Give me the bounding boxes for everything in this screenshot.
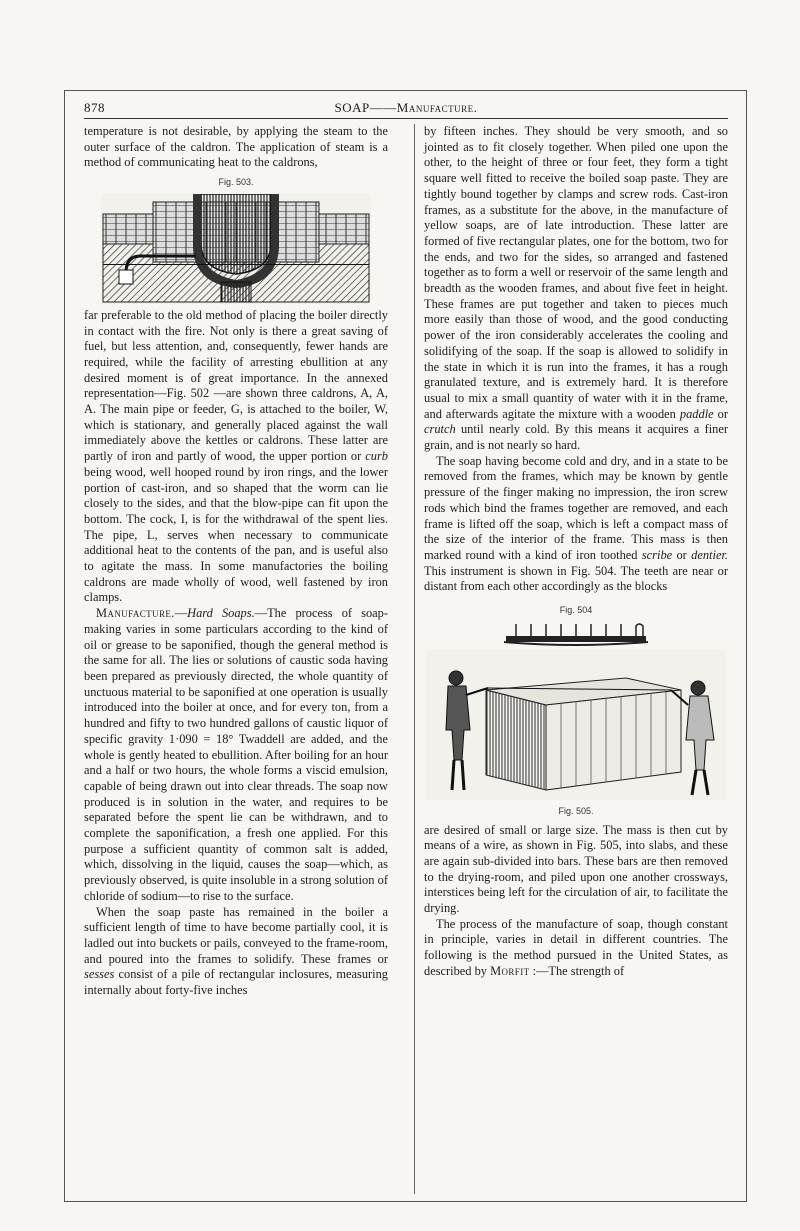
term-crutch: crutch	[424, 422, 456, 437]
text-run: —	[174, 606, 188, 621]
fig-504-caption: Fig. 504	[559, 605, 593, 616]
fig-505-wire-cutting-illustration	[426, 650, 726, 800]
fig-503-steam-caldron-illustration	[101, 194, 371, 304]
text-run: The process of the manufacture of soap, though constant in principle, varies in detail in different countries. The following is the method pursued in the United States, as described by	[424, 916, 728, 978]
paragraph: temperature is not desirable, by applying the steam to the outer surface of the caldron. The application of steam is a method of communicating heat to the caldrons,	[84, 124, 388, 170]
text-run: far preferable to the old method of placing the boiler directly in contact with the fire. Not only is there a great saving of fuel, but less attention, and, consequently, fewer hands are required, while the facility of arresting ebullition at any desired moment is of great importance. In the annexed representation—Fig. 502 —are shown three caldrons, A, A, A. The main pipe or feeder, G, is attached to the boiler, W, which is stationary, and generally placed against the wall immediately above the kettles or caldrons. These latter are partly of iron and partly of wood, the upper portion or	[84, 307, 388, 464]
left-column	[84, 124, 388, 999]
paragraph	[424, 917, 728, 980]
header-rule	[84, 118, 728, 119]
subheading-hard-soaps: Hard Soaps.	[187, 606, 255, 621]
fig-504-toothed-scribe-illustration	[476, 622, 676, 650]
fig-503-caption: Fig. 503.	[218, 177, 254, 188]
term-paddle: paddle	[679, 406, 714, 421]
text-run: consist of a pile of rectangular inclosures, measuring internally about forty-five inches	[84, 967, 388, 998]
term-sesses: sesses	[84, 967, 115, 982]
page-number: 878	[84, 100, 105, 115]
text-run: or	[713, 406, 728, 421]
text-run: until nearly cold. By this means it acquires a finer grain, and is not nearly so hard.	[424, 422, 728, 453]
text-run: The soap having become cold and dry, and in a state to be removed from the frames, which may be known by gentle pressure of the finger making no impression, the iron screw rods which bind the frames together are removed, and each frame is lifted off the soap, which is left a compact mass of the size of the interior of the frame. This mass is then marked round with a kind of iron toothed	[424, 453, 728, 562]
term-dentier: dentier.	[691, 547, 728, 562]
term-scribe: scribe	[641, 547, 673, 562]
author-morfit: Morfit	[490, 963, 530, 978]
text-run: —The process of soap-making varies in some particulars according to the kind of oil or grease to be saponified, though the general method is the same for all. The lies or solutions of caustic soda having been prepared as previously directed, the whole quantity of unctuous material to be saponified at one operation is usually introduced into the boiler at once, and for every ton, from a hundred and fifty to two hundred gallons of caustic liquor of specific gravity 1·090 = 18° Twaddell are added, and the whole is gently heated to ebullition. After boiling for an hour and a half or two hours, the whole forms a viscid emulsion, capable of being drawn out into clear threads. The soap now produced is in solution in the water, and requires to be separated before the spent lie can be withdrawn, and to complete the saponification, a fresh one applied. For this purpose a sufficient quantity of common salt is added, which, dissolving in the liquid, causes the soap—which, as previously observed, is quite insoluble in a strong solution of chloride of sodium—to rise to the surface.	[84, 606, 388, 903]
text-run: :—The strength of	[529, 963, 625, 978]
right-column	[424, 124, 728, 980]
page-header	[84, 96, 728, 120]
text-run: by fifteen inches. They should be very smooth, and so jointed as to fit closely together. When piled one upon the other, to the height of three or four feet, they form a tight square well fitted to receive the boiled soap paste. They are tightly bound together by clamps and screw rods. Cast-iron frames, as a substitute for the above, in the manufacture of yellow soaps, are of late introduction. These latter are formed of five rectangular plates, one for the bottom, two for the ends, and two for the sides, so arranged and fastened together as to form a well or reservoir of the same length and breadth as the wooden frames, and about five feet in height. These frames are put together and taken to pieces much more easily than those of wood, and the good conducting power of the iron considerably accelerates the cooling and solidifying of the soap. If the soap is allowed to solidify in the state in which it is run into the frames, it has a rough granulated texture, and is extremely hard. It is therefore usual to mix a small quantity of water with it in the frame, and afterwards agitate the mixture with a wooden	[424, 124, 728, 421]
term-curb: curb	[365, 449, 388, 464]
paragraph	[84, 308, 388, 606]
text-run: When the soap paste has remained in the boiler a sufficient length of time to have become partially cool, it is ladled out into buckets or pails, conveyed to the frame-room, and poured into the frames to solidify. These frames or	[84, 904, 388, 966]
text-run: This instrument is shown in Fig. 504. The teeth are near or distant from each other accordingly as the blocks	[424, 563, 728, 594]
section-heading-manufacture: Manufacture.	[96, 606, 175, 621]
text-run: or	[672, 547, 692, 562]
running-title: SOAP——Manufacture.	[334, 100, 478, 115]
paragraph	[84, 905, 388, 999]
paragraph	[84, 606, 388, 904]
paragraph	[424, 124, 728, 454]
paragraph	[424, 454, 728, 595]
fig-505-caption: Fig. 505.	[558, 805, 594, 816]
column-divider	[414, 124, 415, 1194]
paragraph: are desired of small or large size. The mass is then cut by means of a wire, as shown in Fig. 505, into slabs, and these are again sub-divided into bars. These bars are then removed to the drying-room, and piled upon one another crossways, interstices being left for the circulation of air, to facilitate the drying.	[424, 822, 728, 916]
text-run: being wood, well hooped round by iron rings, and the lower portion of cast-iron, and so shaped that the worm can lie closely to the sides, and that the blow-pipe can fit upon the bottom. The cock, I, is for the withdrawal of the spent lies. The pipe, L, serves when necessary to communicate additional heat to the contents of the pan, and is useful also to agitate the mass. In some manufactories the boiling caldrons are made wholly of wood, well fastened by iron clamps.	[84, 464, 388, 605]
